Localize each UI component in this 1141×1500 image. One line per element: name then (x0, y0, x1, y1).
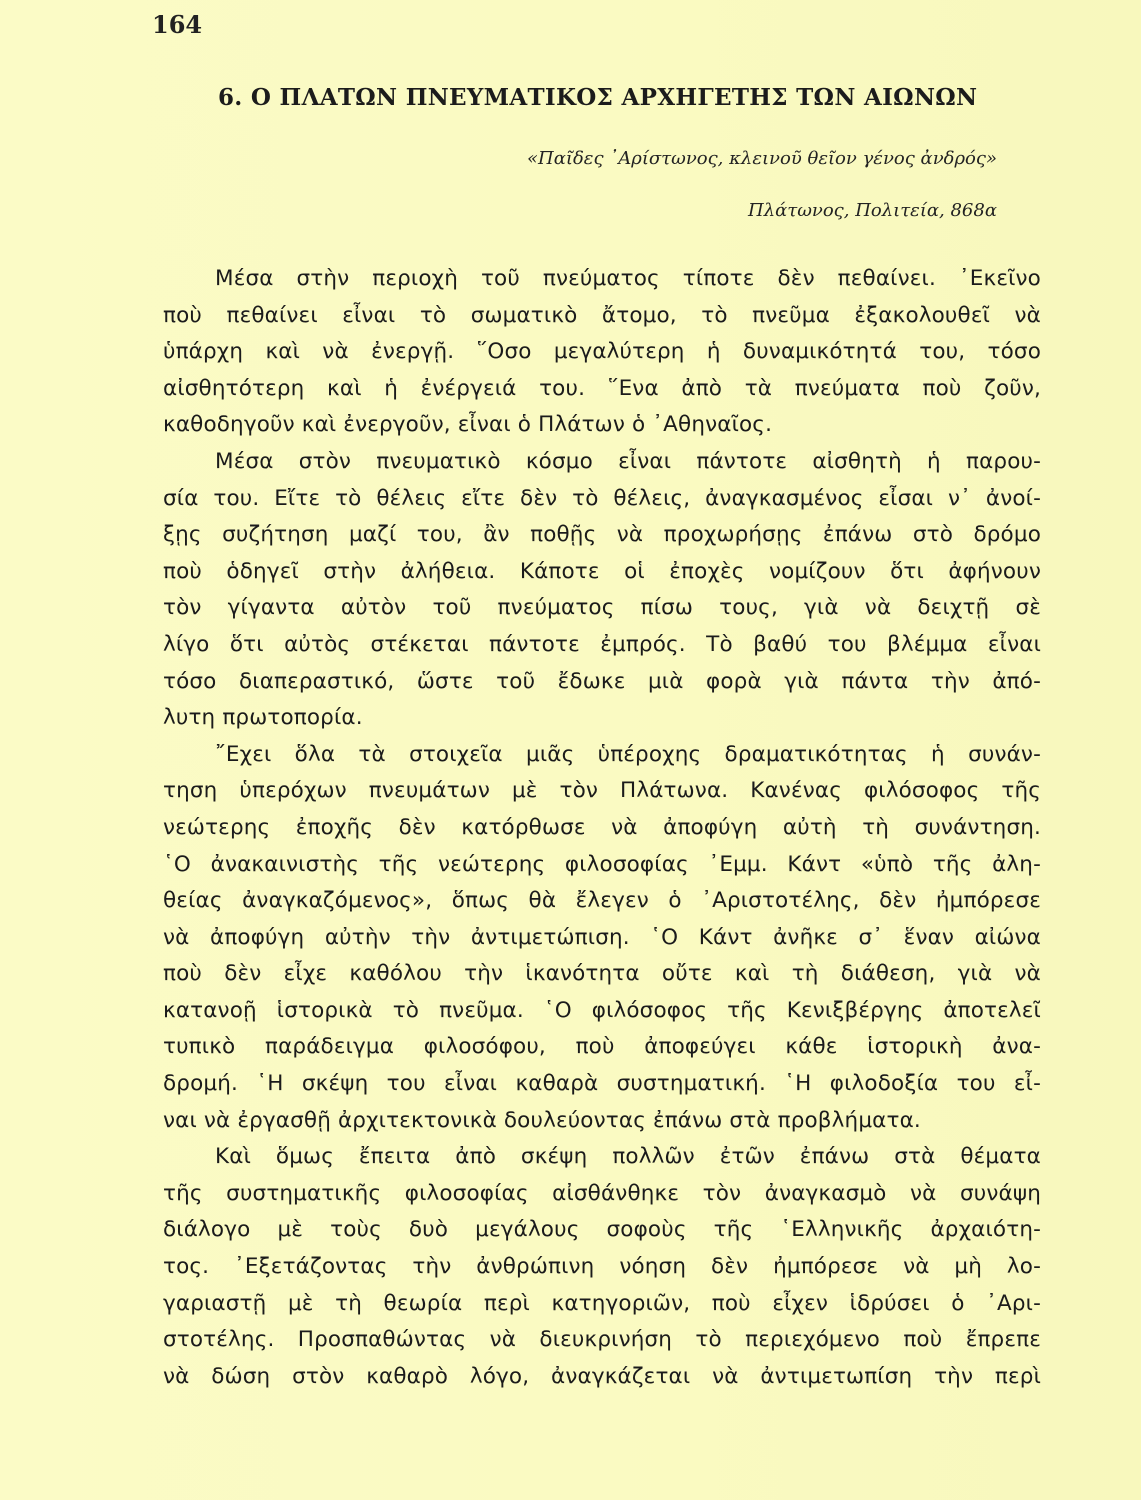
text-line: λίγο ὅτι αὐτὸς στέκεται πάντοτε ἐμπρός. Τὸ βαθύ του βλέμμα εἶναι (163, 631, 1041, 657)
text-line: τος. ᾿Εξετάζοντας τὴν ἀνθρώπινη νόηση δὲν ἠμπόρεσε νὰ μὴ λο- (163, 1254, 1041, 1280)
text-line: διάλογο μὲ τοὺς δυὸ μεγάλους σοφοὺς τῆς ῾Ελληνικῆς ἀρχαιότη- (163, 1217, 1041, 1243)
text-line: κατανοῇ ἱστορικὰ τὸ πνεῦμα. ῾Ο φιλόσοφος τῆς Κενιξβέργης ἀποτελεῖ (163, 997, 1041, 1023)
text-line: καθοδηγοῦν καὶ ἐνεργοῦν, εἶναι ὁ Πλάτων ὁ ᾿Αθηναῖος. (163, 412, 773, 438)
text-line: ξῃς συζήτηση μαζί του, ἂν ποθῇς νὰ προχωρήσῃς ἐπάνω στὸ δρόμο (163, 522, 1041, 548)
text-line: τηση ὑπερόχων πνευμάτων μὲ τὸν Πλάτωνα. Κανένας φιλόσοφος τῆς (163, 778, 1041, 804)
text-line: Μέσα στὴν περιοχὴ τοῦ πνεύματος τίποτε δὲν πεθαίνει. ᾿Εκεῖνο (215, 266, 1041, 291)
chapter-title: 6. Ο ΠΛΑΤΩΝ ΠΝΕΥΜΑΤΙΚΟΣ ΑΡΧΗΓΕΤΗΣ ΤΩΝ ΑΙΩΝΩΝ (218, 84, 978, 111)
text-line: νὰ δώση στὸν καθαρὸ λόγο, ἀναγκάζεται νὰ ἀντιμετωπίση τὴν περὶ (163, 1363, 1041, 1389)
text-line: τυπικὸ παράδειγμα φιλοσόφου, ποὺ ἀποφεύγει κάθε ἱστορικὴ ἀνα- (163, 1034, 1041, 1060)
text-line: γαριαστῇ μὲ τὴ θεωρία περὶ κατηγοριῶν, ποὺ εἶχεν ἱδρύσει ὁ ᾿Αρι- (163, 1290, 1041, 1316)
text-line: αἰσθητότερη καὶ ἡ ἐνέργειά του. ῞Ενα ἀπὸ τὰ πνεύματα ποὺ ζοῦν, (163, 375, 1041, 401)
text-line: ποὺ δὲν εἶχε καθόλου τὴν ἱκανότητα οὔτε καὶ τὴ διάθεση, γιὰ νὰ (163, 961, 1041, 987)
epigraph-source: Πλάτωνος, Πολιτεία, 868α (748, 200, 997, 221)
text-line: δρομή. ῾Η σκέψη του εἶναι καθαρὰ συστηματική. ῾Η φιλοδοξία του εἶ- (163, 1071, 1041, 1097)
text-line: νὰ ἀποφύγη αὐτὴν τὴν ἀντιμετώπιση. ῾Ο Κάντ ἀνῆκε σ᾿ ἕναν αἰώνα (163, 924, 1041, 950)
text-line: ποὺ πεθαίνει εἶναι τὸ σωματικὸ ἄτομο, τὸ πνεῦμα ἐξακολουθεῖ νὰ (163, 302, 1041, 328)
text-line: ποὺ ὁδηγεῖ στὴν ἀλήθεια. Κάποτε οἱ ἐποχὲς νομίζουν ὅτι ἀφήνουν (163, 558, 1041, 584)
text-line: ῎Εχει ὅλα τὰ στοιχεῖα μιᾶς ὑπέροχης δραματικότητας ἡ συνάν- (215, 741, 1041, 767)
text-line: ναι νὰ ἐργασθῇ ἀρχιτεκτονικὰ δουλεύοντας ἐπάνω στὰ προβλήματα. (163, 1107, 921, 1133)
text-line: τῆς συστηματικῆς φιλοσοφίας αἰσθάνθηκε τὸν ἀναγκασμὸ νὰ συνάψη (163, 1180, 1041, 1206)
page-number: 164 (152, 10, 203, 39)
text-line: στοτέλης. Προσπαθώντας νὰ διευκρινήση τὸ περιεχόμενο ποὺ ἔπρεπε (163, 1327, 1041, 1353)
text-line: ὑπάρχη καὶ νὰ ἐνεργῇ. ῞Οσο μεγαλύτερη ἡ δυναμικότητά του, τόσο (163, 339, 1041, 365)
text-line: τόσο διαπεραστικό, ὥστε τοῦ ἔδωκε μιὰ φορὰ γιὰ πάντα τὴν ἀπό- (163, 668, 1041, 694)
text-line: σία του. Εἴτε τὸ θέλεις εἴτε δὲν τὸ θέλεις, ἀναγκασμένος εἶσαι ν᾿ ἀνοί- (163, 485, 1041, 511)
text-line: τὸν γίγαντα αὐτὸν τοῦ πνεύματος πίσω τους, γιὰ νὰ δειχτῇ σὲ (163, 595, 1041, 621)
text-line: Καὶ ὅμως ἔπειτα ἀπὸ σκέψη πολλῶν ἐτῶν ἐπάνω στὰ θέματα (215, 1144, 1041, 1170)
text-line: λυτη πρωτοπορία. (163, 705, 363, 731)
body-text (163, 261, 1041, 1395)
epigraph-quote: «Παῖδες ᾿Αρίστωνος, κλεινοῦ θεῖον γένος ἀνδρός» (527, 148, 997, 169)
text-line: νεώτερης ἐποχῆς δὲν κατόρθωσε νὰ ἀποφύγη αὐτὴ τὴ συνάντηση. (163, 814, 1041, 840)
text-line: ῾Ο ἀνακαινιστὴς τῆς νεώτερης φιλοσοφίας ᾿Εμμ. Κάντ «ὑπὸ τῆς ἀλη- (163, 851, 1041, 877)
text-line: θείας ἀναγκαζόμενος», ὅπως θὰ ἔλεγεν ὁ ᾿Αριστοτέλης, δὲν ἠμπόρεσε (163, 888, 1041, 914)
text-line: Μέσα στὸν πνευματικὸ κόσμο εἶναι πάντοτε αἰσθητὴ ἡ παρου- (215, 448, 1041, 474)
